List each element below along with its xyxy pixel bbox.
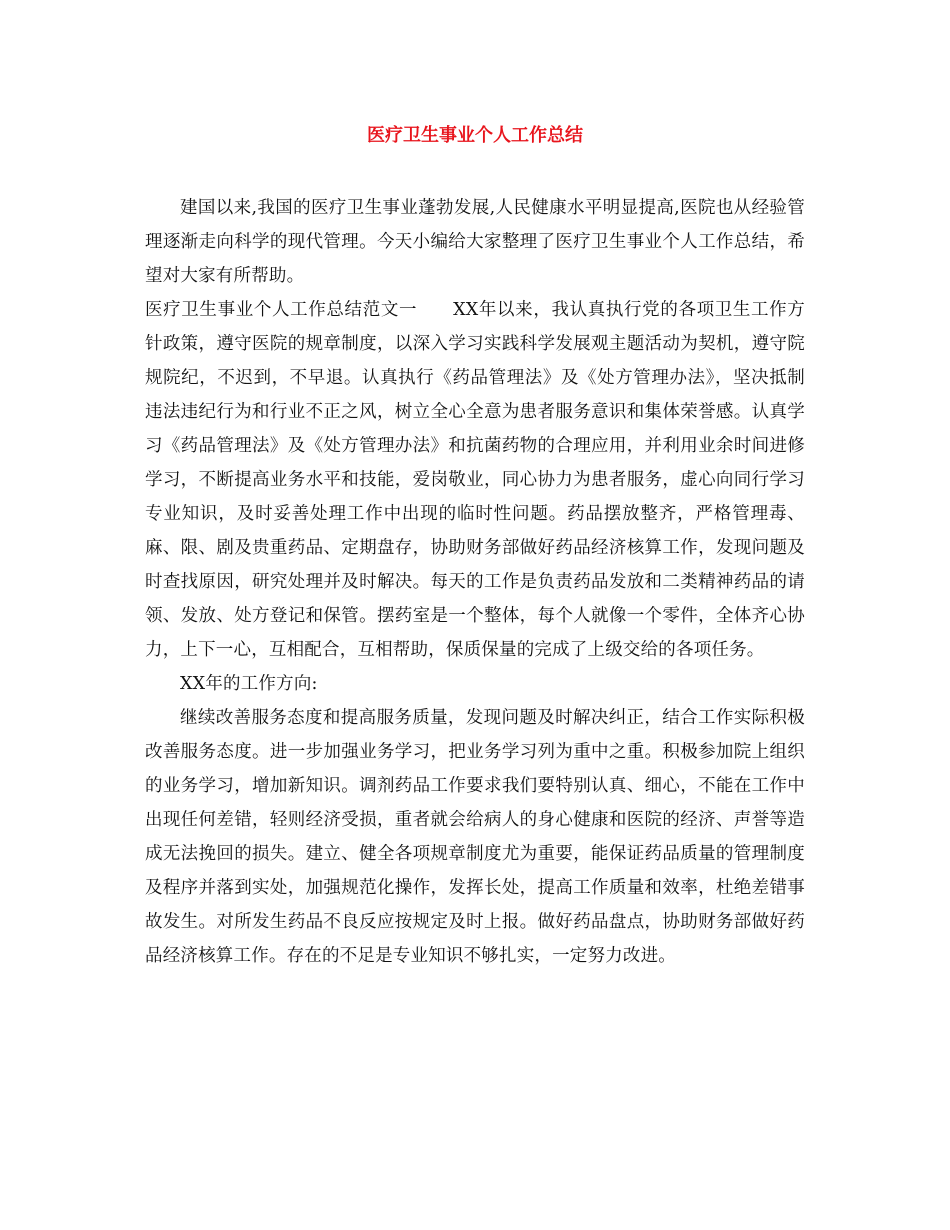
direction-paragraph: 继续改善服务态度和提高服务质量，发现问题及时解决纠正，结合工作实际积极改善服务态度。进一步加强业务学习，把业务学习列为重中之重。积极参加院上组织的业务学习，增加新知识。调剂药品工作要求我们要特别认真、细心，不能在工作中出现任何差错，轻则经济受损，重者就会给病人的身心健康和医院的经济、声誉等造成无法挽回的损失。建立、健全各项规章制度尤为重要，能保证药品质量的管理制度及程序并落到实处，加强规范化操作，发挥长处，提高工作质量和效率，杜绝差错事故发生。对所发生药品不良反应按规定及时上报。做好药品盘点，协助财务部做好药品经济核算工作。存在的不足是专业知识不够扎实，一定努力改进。 xyxy=(145,708,805,966)
intro-paragraph: 建国以来,我国的医疗卫生事业蓬勃发展,人民健康水平明显提高,医院也从经验管理逐渐走向科学的现代管理。今天小编给大家整理了医疗卫生事业个人工作总结，希望对大家有所帮助。 xyxy=(145,198,805,286)
document-title: 医疗卫生事业个人工作总结 xyxy=(367,125,583,146)
sample-label: 医疗卫生事业个人工作总结范文一 xyxy=(145,300,418,320)
document-body xyxy=(145,191,805,973)
sample-body: XX年以来，我认真执行党的各项卫生工作方针政策，遵守医院的规章制度，以深入学习实践科学发展观主题活动为契机，遵守院规院纪，不迟到，不早退。认真执行《药品管理法》及《处方管理办法》，坚决抵制违法违纪行为和行业不正之风，树立全心全意为患者服务意识和集体荣誉感。认真学习《药品管理法》及《处方管理办法》和抗菌药物的合理应用，并利用业余时间进修学习，不断提高业务水平和技能，爱岗敬业，同心协力为患者服务，虚心向同行学习专业知识，及时妥善处理工作中出现的临时性问题。药品摆放整齐，严格管理毒、麻、限、剧及贵重药品、定期盘存，协助财务部做好药品经济核算工作，发现问题及时查找原因，研究处理并及时解决。每天的工作是负责药品发放和二类精神药品的请领、发放、处方登记和保管。摆药室是一个整体，每个人就像一个零件，全体齐心协力，上下一心，互相配合，互相帮助，保质保量的完成了上级交给的各项任务。 xyxy=(145,300,806,660)
direction-heading: XX年的工作方向: xyxy=(180,674,318,694)
sample-paragraph xyxy=(145,293,805,667)
